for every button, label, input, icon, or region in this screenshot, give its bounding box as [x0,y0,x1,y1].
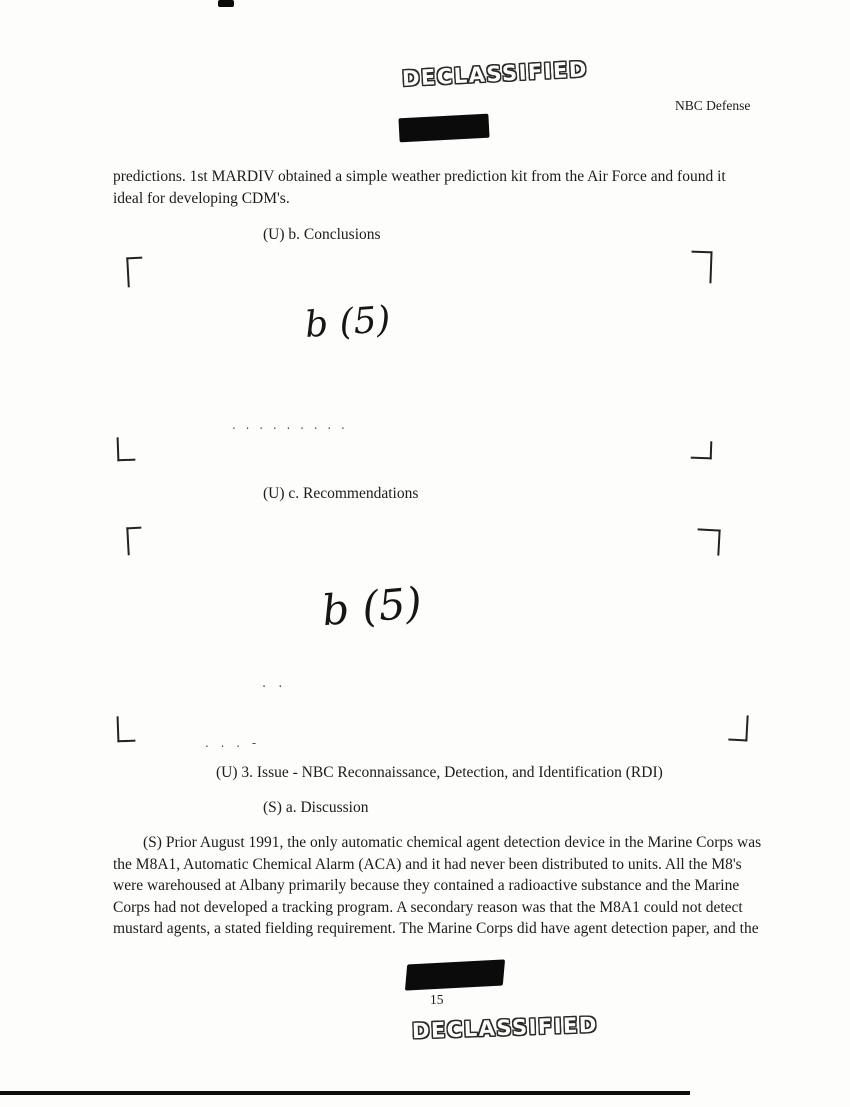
handwritten-exemption-2: b (5) [320,577,424,636]
redaction-bracket-bottom-right-2 [728,715,748,742]
scan-artifact-dots-2: . . [262,676,287,691]
redaction-bracket-top-right-1 [690,251,712,284]
paragraph-intro: predictions. 1st MARDIV obtained a simple weather prediction kit from the Air Force and found it ideal for developing CDM's. [113,168,726,207]
scan-artifact-top [218,0,234,7]
heading-conclusions: (U) b. Conclusions [263,226,381,243]
redaction-bracket-top-right-2 [696,528,720,555]
handwritten-exemption-1: b (5) [303,299,392,346]
header-classification-label: NBC Defense [675,98,751,113]
declassified-stamp-top: DECLASSIFIED [401,57,589,91]
scan-artifact-rule-bottom [0,1091,690,1095]
scan-artifact-dots-1: . . . . . . . . . [232,418,348,432]
redaction-bracket-top-left-1 [126,257,144,288]
paragraph-discussion: (S) Prior August 1991, the only automatic chemical agent detection device in the Marine Corps was the M8A1, Automatic Chemical Alarm (ACA) and it had never been distributed to units. All the M8's were warehoused at Albany primarily because they contained a radioactive substance and the Marine Corps had not developed a tracking program. A secondary reason was that the M8A1 could not detect mustard agents, a stated fielding requirement. The Marine Corps did have agent detection paper, and the [113,834,762,937]
redaction-bar-bottom [405,959,505,990]
heading-recommendations: (U) c. Recommendations [263,485,419,502]
redaction-bar-top [398,114,489,143]
heading-issue-rdi: (U) 3. Issue - NBC Reconnaissance, Detection, and Identification (RDI) [216,764,663,781]
redaction-bracket-bottom-left-1 [117,437,136,462]
redaction-bracket-bottom-left-2 [117,716,136,743]
redaction-bracket-top-left-2 [126,527,142,556]
page-number: 15 [430,992,444,1007]
scan-artifact-dots-3: . . . - [205,736,261,750]
redaction-bracket-bottom-right-1 [691,441,713,460]
heading-discussion: (S) a. Discussion [263,799,369,816]
declassified-stamp-bottom: DECLASSIFIED [411,1012,599,1044]
